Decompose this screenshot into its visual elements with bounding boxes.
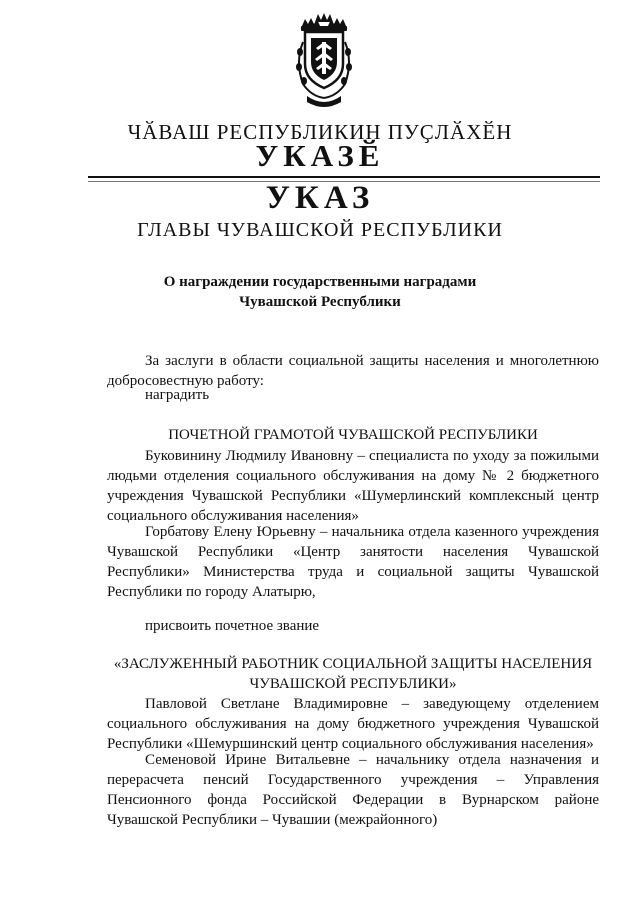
honor-recipient-2: Семеновой Ирине Витальевне – начальнику отдела назначения и перерасчета пенсий Государственного учреждения – Управления Пенсионного фонда Российской Федерации в Вурнарском районе Чувашской Республики – Чувашии (межрайонного) bbox=[107, 752, 599, 828]
coat-of-arms-emblem bbox=[291, 12, 357, 110]
honor-title-line-1: «ЗАСЛУЖЕННЫЙ РАБОТНИК СОЦИАЛЬНОЙ ЗАЩИТЫ НАСЕЛЕНИЯ bbox=[113, 656, 593, 672]
russian-header-line: ГЛАВЫ ЧУВАШСКОЙ РЕСПУБЛИКИ bbox=[137, 219, 503, 241]
award-recipient-2: Горбатову Елену Юрьевну – начальника отдела казенного учреждения Чувашской Республики «Центр занятости населения Чувашской Республики» Министерства труда и социальной защиты Чувашской Республики по городу Алатырю, bbox=[107, 524, 599, 600]
award-verb: наградить bbox=[145, 387, 210, 403]
honor-title bbox=[107, 654, 599, 694]
russian-decree-title: УКАЗ bbox=[265, 180, 375, 216]
decree-subject bbox=[0, 272, 640, 312]
award-recipient-1: Буковинину Людмилу Ивановну – специалиста по уходу за пожилыми людьми отделения социального обслуживания на дому № 2 бюджетного учреждения Чувашской Республики «Шумерлинский комплексный центр социального обслуживания населения» bbox=[107, 448, 599, 524]
subject-line-2: Чувашской Республики bbox=[239, 294, 401, 310]
chuvash-decree-title: УКАЗӖ bbox=[255, 138, 385, 173]
title-verb: присвоить почетное звание bbox=[145, 618, 320, 634]
subject-line-1: О награждении государственными наградами bbox=[163, 274, 477, 290]
preamble-paragraph: За заслуги в области социальной защиты населения и многолетнюю добросовестную работу: bbox=[107, 353, 599, 389]
award-title: ПОЧЕТНОЙ ГРАМОТОЙ ЧУВАШСКОЙ РЕСПУБЛИКИ bbox=[168, 427, 538, 443]
honor-title-line-2: ЧУВАШСКОЙ РЕСПУБЛИКИ» bbox=[249, 676, 457, 692]
header-divider bbox=[88, 176, 600, 178]
chuvash-header-line: ЧӐВАШ РЕСПУБЛИКИН ПУҪЛӐХӖН bbox=[127, 120, 513, 144]
honor-recipient-1: Павловой Светлане Владимировне – заведующему отделением социального обслуживания на дому бюджетного учреждения Чувашской Республики «Шемуршинский центр социального обслуживания населения» bbox=[107, 696, 599, 752]
